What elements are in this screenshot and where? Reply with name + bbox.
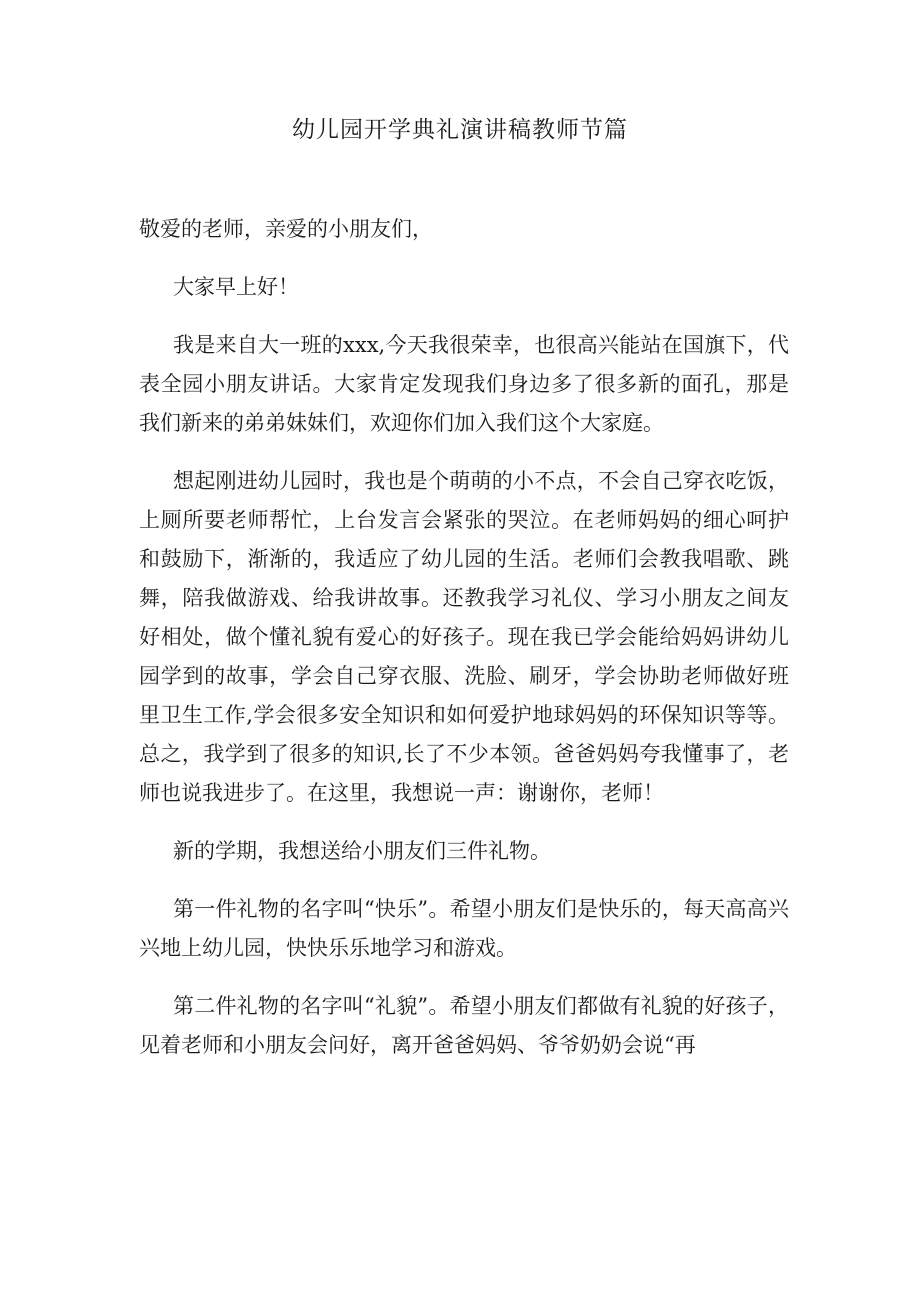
memory-paragraph: 想起刚进幼儿园时，我也是个萌萌的小不点，不会自己穿衣吃饭，上厕所要老师帮忙，上台发言会紧张的哭泣。在老师妈妈的细心呵护和鼓励下，渐渐的，我适应了幼儿园的生活。老师们会教我唱歌、跳舞，陪我做游戏、给我讲故事。还教我学习礼仪、学习小朋友之间友好相处，做个懂礼貌有爱心的好孩子。现在我已学会能给妈妈讲幼儿园学到的故事，学会自己穿衣服、洗脸、刷牙，学会协助老师做好班里卫生工作,学会很多安全知识和如何爱护地球妈妈的环保知识等等。总之，我学到了很多的知识,长了不少本领。爸爸妈妈夸我懂事了，老师也说我进步了。在这里，我想说一声：谢谢你，老师！ <box>139 469 789 805</box>
document-body <box>139 210 789 1084</box>
intro-paragraph: 我是来自大一班的xxx,今天我很荣幸，也很高兴能站在国旗下，代表全园小朋友讲话。大家肯定发现我们身边多了很多新的面孔，那是我们新来的弟弟妹妹们，欢迎你们加入我们这个大家庭。 <box>139 333 789 435</box>
salutation-paragraph: 敬爱的老师，亲爱的小朋友们， <box>139 217 433 241</box>
greeting-paragraph: 大家早上好！ <box>173 275 299 299</box>
first-gift-paragraph: 第一件礼物的名字叫“快乐”。希望小朋友们是快乐的，每天高高兴兴地上幼儿园，快快乐乐地学习和游戏。 <box>139 897 789 960</box>
second-gift-paragraph: 第二件礼物的名字叫“礼貌”。希望小朋友们都做有礼貌的好孩子，见着老师和小朋友会问好，离开爸爸妈妈、爷爷奶奶会说“再 <box>139 994 789 1057</box>
document-title: 幼儿园开学典礼演讲稿教师节篇 <box>292 117 628 143</box>
gifts-intro-paragraph: 新的学期，我想送给小朋友们三件礼物。 <box>173 839 551 863</box>
